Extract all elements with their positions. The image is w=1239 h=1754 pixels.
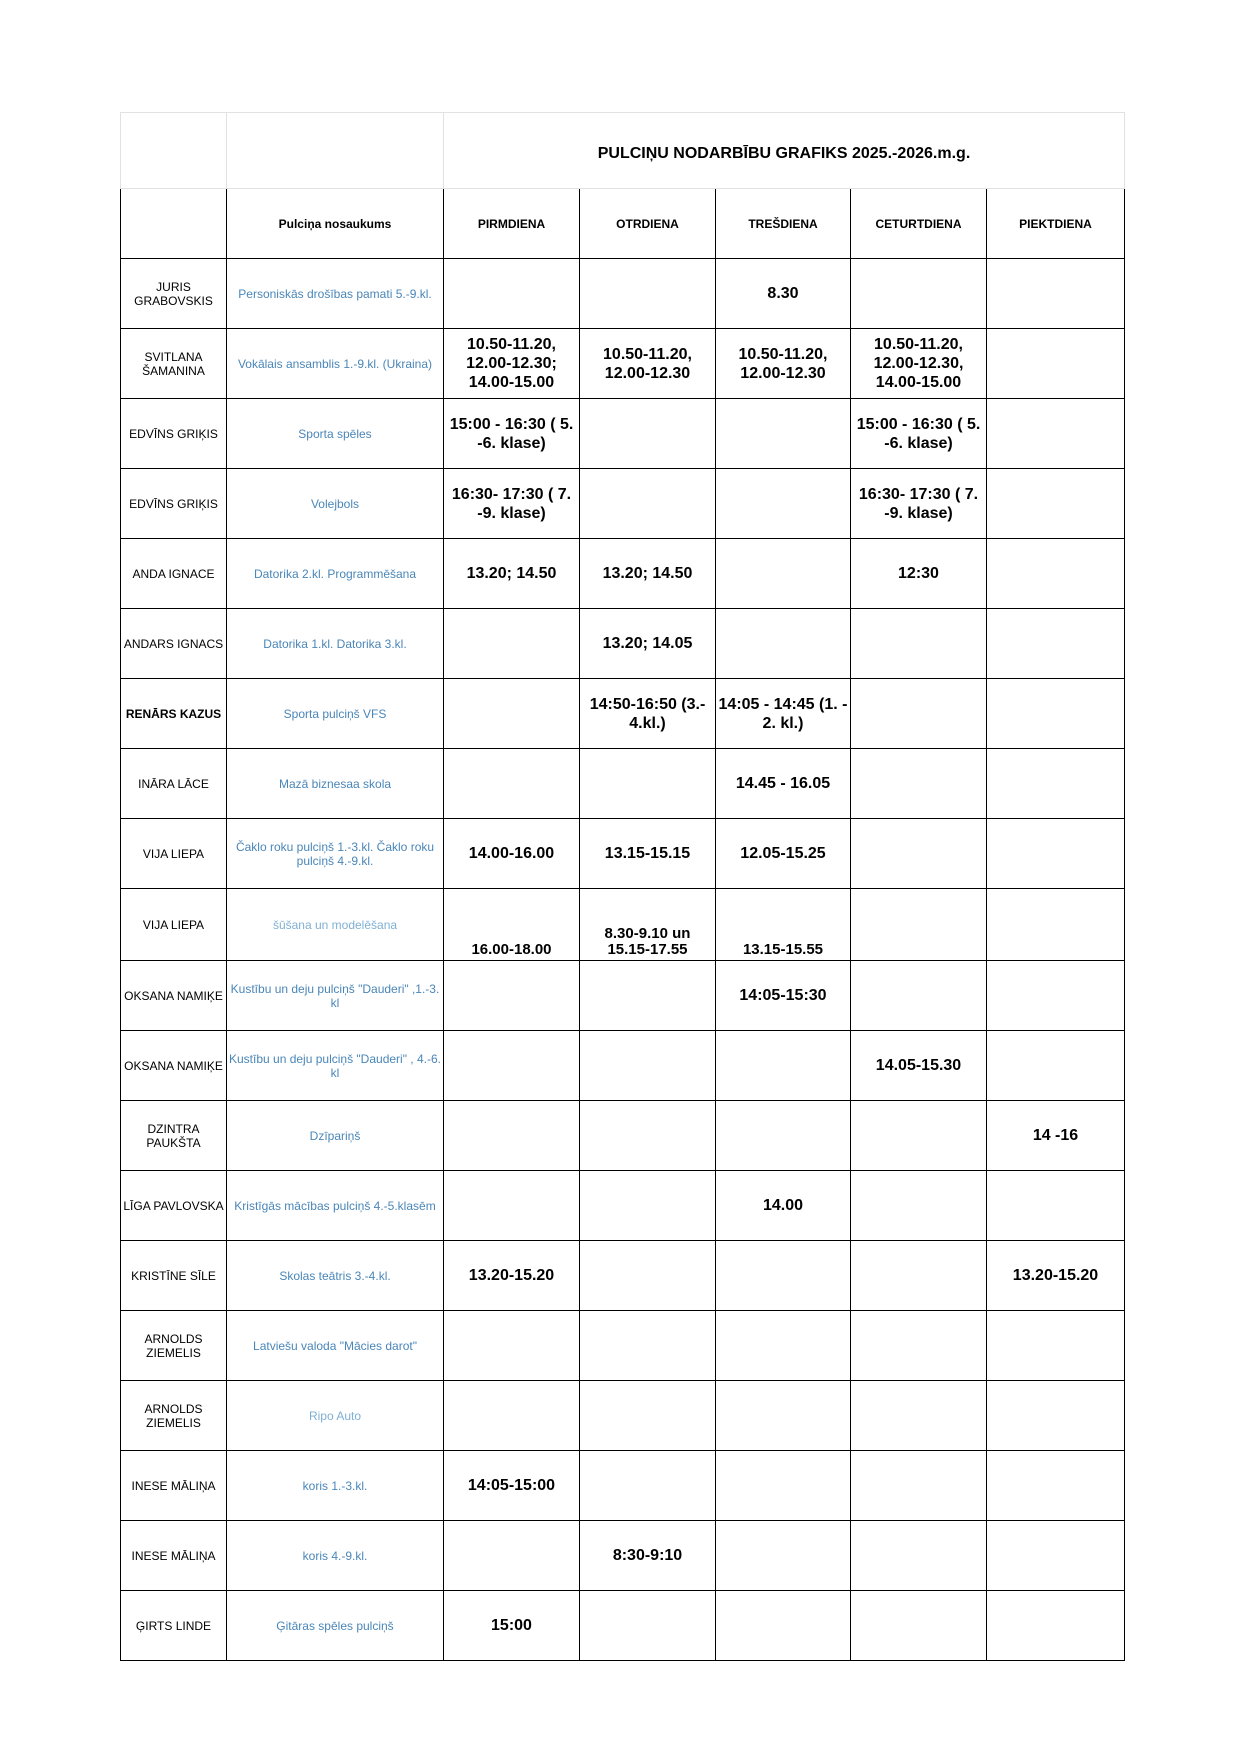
time-monday: 15:00 - 16:30 ( 5. -6. klase): [444, 399, 580, 469]
time-monday: [444, 749, 580, 819]
time-friday: 13.20-15.20: [987, 1241, 1125, 1311]
time-tuesday: [580, 1591, 716, 1661]
time-wednesday: 12.05-15.25: [716, 819, 851, 889]
time-wednesday: 14.00: [716, 1171, 851, 1241]
club-name: Ģitāras spēles pulciņš: [227, 1591, 444, 1661]
time-thursday: 16:30- 17:30 ( 7. -9. klase): [851, 469, 987, 539]
time-tuesday: 14:50-16:50 (3.- 4.kl.): [580, 679, 716, 749]
time-tuesday: [580, 259, 716, 329]
table-row: [121, 819, 1125, 889]
time-wednesday: [716, 1521, 851, 1591]
time-thursday: [851, 961, 987, 1031]
time-thursday: [851, 1451, 987, 1521]
time-wednesday: [716, 1311, 851, 1381]
time-thursday: [851, 259, 987, 329]
time-friday: [987, 1451, 1125, 1521]
time-monday: [444, 1521, 580, 1591]
table-row: [121, 1031, 1125, 1101]
time-tuesday: [580, 1451, 716, 1521]
header-friday: PIEKTDIENA: [987, 189, 1125, 259]
header-monday: PIRMDIENA: [444, 189, 580, 259]
time-monday: 16.00-18.00: [444, 889, 580, 961]
time-monday: [444, 679, 580, 749]
time-wednesday: [716, 469, 851, 539]
club-name: Skolas teātris 3.-4.kl.: [227, 1241, 444, 1311]
time-wednesday: [716, 539, 851, 609]
table-row: [121, 961, 1125, 1031]
time-thursday: [851, 819, 987, 889]
teacher-name: VIJA LIEPA: [121, 819, 227, 889]
time-thursday: [851, 1171, 987, 1241]
time-friday: [987, 749, 1125, 819]
time-friday: [987, 1171, 1125, 1241]
time-friday: [987, 539, 1125, 609]
teacher-name: ANDARS IGNACS: [121, 609, 227, 679]
time-thursday: [851, 1101, 987, 1171]
header-teacher: [121, 189, 227, 259]
table-row: [121, 259, 1125, 329]
time-thursday: [851, 1521, 987, 1591]
header-wednesday: TREŠDIENA: [716, 189, 851, 259]
empty-cell: [227, 113, 444, 189]
time-wednesday: [716, 1031, 851, 1101]
club-name: Datorika 1.kl. Datorika 3.kl.: [227, 609, 444, 679]
time-thursday: 15:00 - 16:30 ( 5. -6. klase): [851, 399, 987, 469]
time-thursday: 14.05-15.30: [851, 1031, 987, 1101]
club-name: Vokālais ansamblis 1.-9.kl. (Ukraina): [227, 329, 444, 399]
table-row: [121, 1381, 1125, 1451]
teacher-name: ANDA IGNACE: [121, 539, 227, 609]
teacher-name: OKSANA NAMIĶE: [121, 1031, 227, 1101]
time-friday: [987, 609, 1125, 679]
time-friday: [987, 259, 1125, 329]
club-name: Sporta pulciņš VFS: [227, 679, 444, 749]
time-friday: [987, 1381, 1125, 1451]
table-row: [121, 1101, 1125, 1171]
time-friday: [987, 1311, 1125, 1381]
time-monday: 16:30- 17:30 ( 7. -9. klase): [444, 469, 580, 539]
time-wednesday: [716, 1101, 851, 1171]
time-tuesday: [580, 961, 716, 1031]
time-monday: 14.00-16.00: [444, 819, 580, 889]
club-name: Mazā biznesaa skola: [227, 749, 444, 819]
table-row: [121, 1311, 1125, 1381]
time-monday: 15:00: [444, 1591, 580, 1661]
time-wednesday: 14.45 - 16.05: [716, 749, 851, 819]
table-row: [121, 889, 1125, 961]
time-monday: 13.20; 14.50: [444, 539, 580, 609]
club-name: šūšana un modelēšana: [227, 889, 444, 961]
time-tuesday: 8:30-9:10: [580, 1521, 716, 1591]
time-wednesday: [716, 399, 851, 469]
time-tuesday: 13.20; 14.50: [580, 539, 716, 609]
time-thursday: [851, 1241, 987, 1311]
table-row: [121, 1591, 1125, 1661]
club-name: Kustību un deju pulciņš "Dauderi" ,1.-3. kl: [227, 961, 444, 1031]
teacher-name: ARNOLDS ZIEMELIS: [121, 1381, 227, 1451]
time-friday: [987, 679, 1125, 749]
teacher-name: EDVĪNS GRIĶIS: [121, 469, 227, 539]
table-row: [121, 1451, 1125, 1521]
time-tuesday: [580, 1241, 716, 1311]
club-name: Dzīpariņš: [227, 1101, 444, 1171]
time-friday: [987, 961, 1125, 1031]
time-friday: [987, 889, 1125, 961]
time-monday: 14:05-15:00: [444, 1451, 580, 1521]
teacher-name: JURIS GRABOVSKIS: [121, 259, 227, 329]
club-name: Kristīgās mācības pulciņš 4.-5.klasēm: [227, 1171, 444, 1241]
time-wednesday: 10.50-11.20, 12.00-12.30: [716, 329, 851, 399]
teacher-name: INĀRA LĀCE: [121, 749, 227, 819]
empty-cell: [121, 113, 227, 189]
time-wednesday: 14:05 - 14:45 (1. - 2. kl.): [716, 679, 851, 749]
header-tuesday: OTRDIENA: [580, 189, 716, 259]
time-thursday: [851, 1591, 987, 1661]
teacher-name: VIJA LIEPA: [121, 889, 227, 961]
time-tuesday: 10.50-11.20, 12.00-12.30: [580, 329, 716, 399]
time-wednesday: [716, 1241, 851, 1311]
teacher-name: EDVĪNS GRIĶIS: [121, 399, 227, 469]
club-name: Personiskās drošības pamati 5.-9.kl.: [227, 259, 444, 329]
time-thursday: [851, 1311, 987, 1381]
header-row: [121, 189, 1125, 259]
table-row: [121, 749, 1125, 819]
table-row: [121, 679, 1125, 749]
time-tuesday: [580, 1171, 716, 1241]
time-tuesday: [580, 1031, 716, 1101]
club-name: koris 1.-3.kl.: [227, 1451, 444, 1521]
time-monday: 13.20-15.20: [444, 1241, 580, 1311]
time-monday: [444, 1381, 580, 1451]
time-tuesday: [580, 399, 716, 469]
schedule-table: [120, 112, 1125, 1661]
time-thursday: [851, 889, 987, 961]
time-thursday: 10.50-11.20, 12.00-12.30, 14.00-15.00: [851, 329, 987, 399]
time-tuesday: 13.15-15.15: [580, 819, 716, 889]
club-name: Čaklo roku pulciņš 1.-3.kl. Čaklo roku pulciņš 4.-9.kl.: [227, 819, 444, 889]
club-name: Latviešu valoda "Mācies darot": [227, 1311, 444, 1381]
table-row: [121, 1171, 1125, 1241]
teacher-name: DZINTRA PAUKŠTA: [121, 1101, 227, 1171]
table-row: [121, 609, 1125, 679]
teacher-name: RENĀRS KAZUS: [121, 679, 227, 749]
time-wednesday: [716, 1591, 851, 1661]
time-monday: [444, 1311, 580, 1381]
time-tuesday: 13.20; 14.05: [580, 609, 716, 679]
time-tuesday: [580, 469, 716, 539]
time-friday: [987, 819, 1125, 889]
time-friday: [987, 1591, 1125, 1661]
teacher-name: INESE MĀLIŅA: [121, 1521, 227, 1591]
schedule-title: PULCIŅU NODARBĪBU GRAFIKS 2025.-2026.m.g.: [444, 113, 1125, 189]
table-row: [121, 469, 1125, 539]
club-name: Ripo Auto: [227, 1381, 444, 1451]
time-monday: [444, 609, 580, 679]
time-tuesday: [580, 1311, 716, 1381]
header-club: Pulciņa nosaukums: [227, 189, 444, 259]
time-monday: [444, 961, 580, 1031]
time-tuesday: 8.30-9.10 un 15.15-17.55: [580, 889, 716, 961]
time-monday: 10.50-11.20, 12.00-12.30; 14.00-15.00: [444, 329, 580, 399]
time-tuesday: [580, 749, 716, 819]
time-wednesday: 13.15-15.55: [716, 889, 851, 961]
teacher-name: SVITLANA ŠAMANINA: [121, 329, 227, 399]
club-name: Sporta spēles: [227, 399, 444, 469]
time-monday: [444, 1171, 580, 1241]
time-wednesday: 8.30: [716, 259, 851, 329]
time-wednesday: [716, 609, 851, 679]
time-friday: [987, 1031, 1125, 1101]
time-thursday: [851, 679, 987, 749]
teacher-name: KRISTĪNE SĪLE: [121, 1241, 227, 1311]
time-friday: [987, 329, 1125, 399]
time-wednesday: [716, 1451, 851, 1521]
time-monday: [444, 1031, 580, 1101]
club-name: Kustību un deju pulciņš "Dauderi" , 4.-6. kl: [227, 1031, 444, 1101]
time-monday: [444, 259, 580, 329]
time-wednesday: 14:05-15:30: [716, 961, 851, 1031]
table-row: [121, 1241, 1125, 1311]
header-thursday: CETURTDIENA: [851, 189, 987, 259]
table-row: [121, 1521, 1125, 1591]
time-thursday: [851, 1381, 987, 1451]
time-friday: [987, 1521, 1125, 1591]
time-friday: 14 -16: [987, 1101, 1125, 1171]
table-row: [121, 399, 1125, 469]
club-name: Volejbols: [227, 469, 444, 539]
title-row: [121, 113, 1125, 189]
time-tuesday: [580, 1101, 716, 1171]
teacher-name: LĪGA PAVLOVSKA: [121, 1171, 227, 1241]
club-name: Datorika 2.kl. Programmēšana: [227, 539, 444, 609]
table-row: [121, 329, 1125, 399]
table-row: [121, 539, 1125, 609]
club-name: koris 4.-9.kl.: [227, 1521, 444, 1591]
teacher-name: INESE MĀLIŅA: [121, 1451, 227, 1521]
teacher-name: OKSANA NAMIĶE: [121, 961, 227, 1031]
time-tuesday: [580, 1381, 716, 1451]
time-friday: [987, 399, 1125, 469]
time-monday: [444, 1101, 580, 1171]
teacher-name: ĢIRTS LINDE: [121, 1591, 227, 1661]
teacher-name: ARNOLDS ZIEMELIS: [121, 1311, 227, 1381]
time-thursday: [851, 609, 987, 679]
time-thursday: [851, 749, 987, 819]
time-wednesday: [716, 1381, 851, 1451]
time-friday: [987, 469, 1125, 539]
time-thursday: 12:30: [851, 539, 987, 609]
